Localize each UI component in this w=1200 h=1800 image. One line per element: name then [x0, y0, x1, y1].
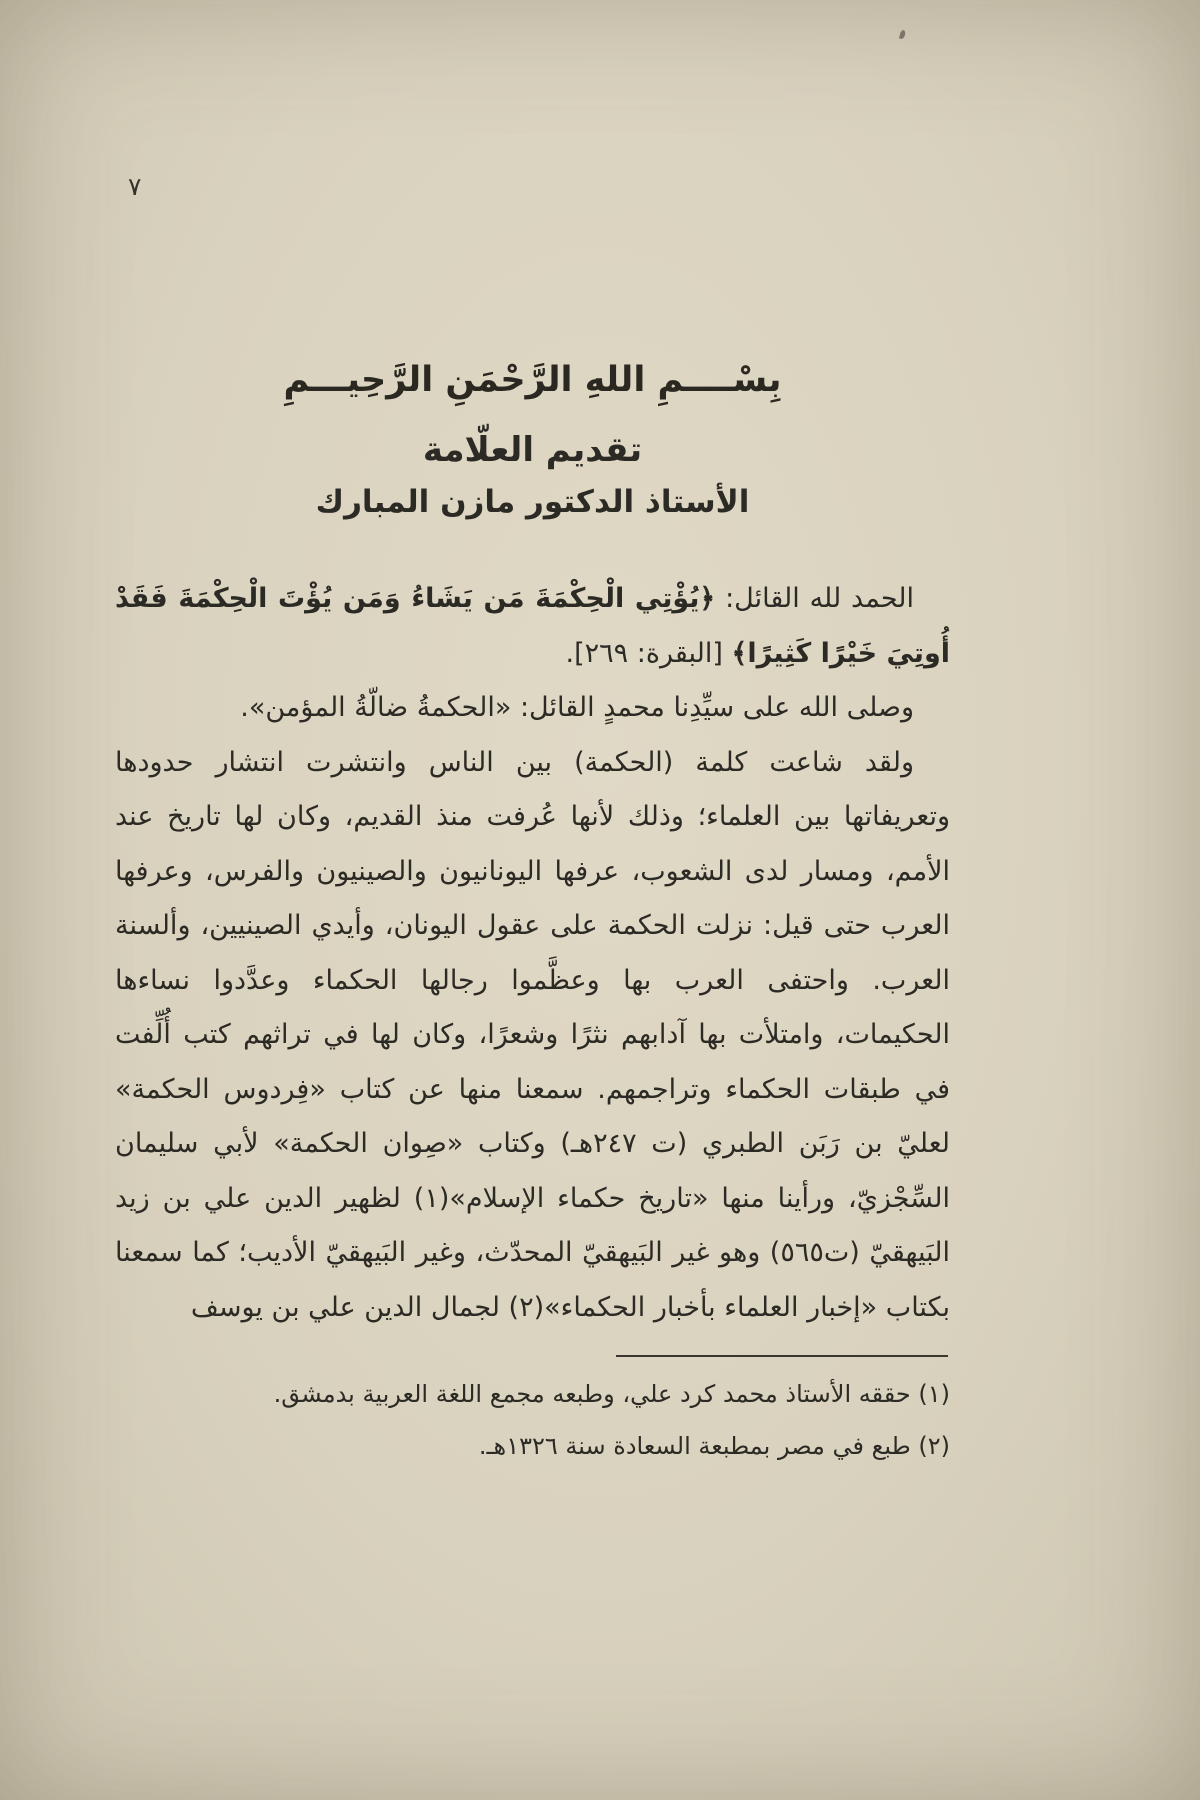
salutation-paragraph: وصلى الله على سيِّدِنا محمدٍ القائل: «الحكمةُ ضالّةُ المؤمن». [240, 692, 914, 724]
footnote-2: (٢) طبع في مصر بمطبعة السعادة سنة ١٣٢٦هـ. [478, 1432, 950, 1461]
basmala-calligraphy: بِسْــــمِ اللهِ الرَّحْمَنِ الرَّحِيـــمِ [283, 360, 782, 400]
page-number: ٧ [128, 172, 142, 201]
opening-intro: الحمد لله القائل: [725, 583, 914, 614]
quran-verse: ﴿يُؤْتِي الْحِكْمَةَ مَن يَشَاءُ وَمَن يُؤْتَ الْحِكْمَةَ فَقَدْ أُوتِيَ خَيْرًا كَثِيرًا﴾ [115, 583, 950, 669]
footnote-1: (١) حققه الأستاذ محمد كرد علي، وطبعه مجمع اللغة العربية بدمشق. [273, 1380, 950, 1409]
footnotes-section [115, 1369, 950, 1472]
main-paragraph: ولقد شاعت كلمة (الحكمة) بين الناس وانتشرت انتشار حدودها وتعريفاتها بين العلماء؛ وذلك لأنها عُرفت منذ القديم، وكان لها تاريخ عند الأمم، ومسار لدى الشعوب، عرفها اليونانيون والصينيون والفرس، وعرفها العرب حتى قيل: نزلت الحكمة على عقول اليونان، وأيدي الصينيين، وألسنة العرب. واحتفى العرب بها وعظَّموا رجالها الحكماء وعدَّدوا نساءها الحكيمات، وامتلأت بها آدابهم نثرًا وشعرًا، وكان لها في تراثهم كتب أُلِّفت في طبقات الحكماء وتراجمهم. سمعنا منها عن كتاب «فِردوس الحكمة» لعليّ بن رَبَن الطبري (ت ٢٤٧هـ) وكتاب «صِوان الحكمة» لأبي سليمان السِّجْزيّ، ورأينا منها «تاريخ حكماء الإسلام»(١) لظهير الدين علي بن زيد البَيهقيّ (ت٥٦٥) وهو غير البَيهقيّ المحدّث، وغير البَيهقيّ الأديب؛ كما سمعنا بكتاب «إخبار العلماء بأخبار الحكماء»(٢) لجمال الدين علي بن يوسف [115, 746, 950, 1323]
verse-reference: [البقرة: ٢٦٩]. [565, 637, 723, 669]
body-text-block [115, 572, 950, 1335]
author-name: الأستاذ الدكتور مازن المبارك [315, 484, 750, 520]
opening-paragraph [115, 572, 950, 681]
section-title: تقديم العلّامة [422, 430, 643, 470]
page-content [115, 0, 950, 1473]
footnote-divider [616, 1355, 948, 1357]
